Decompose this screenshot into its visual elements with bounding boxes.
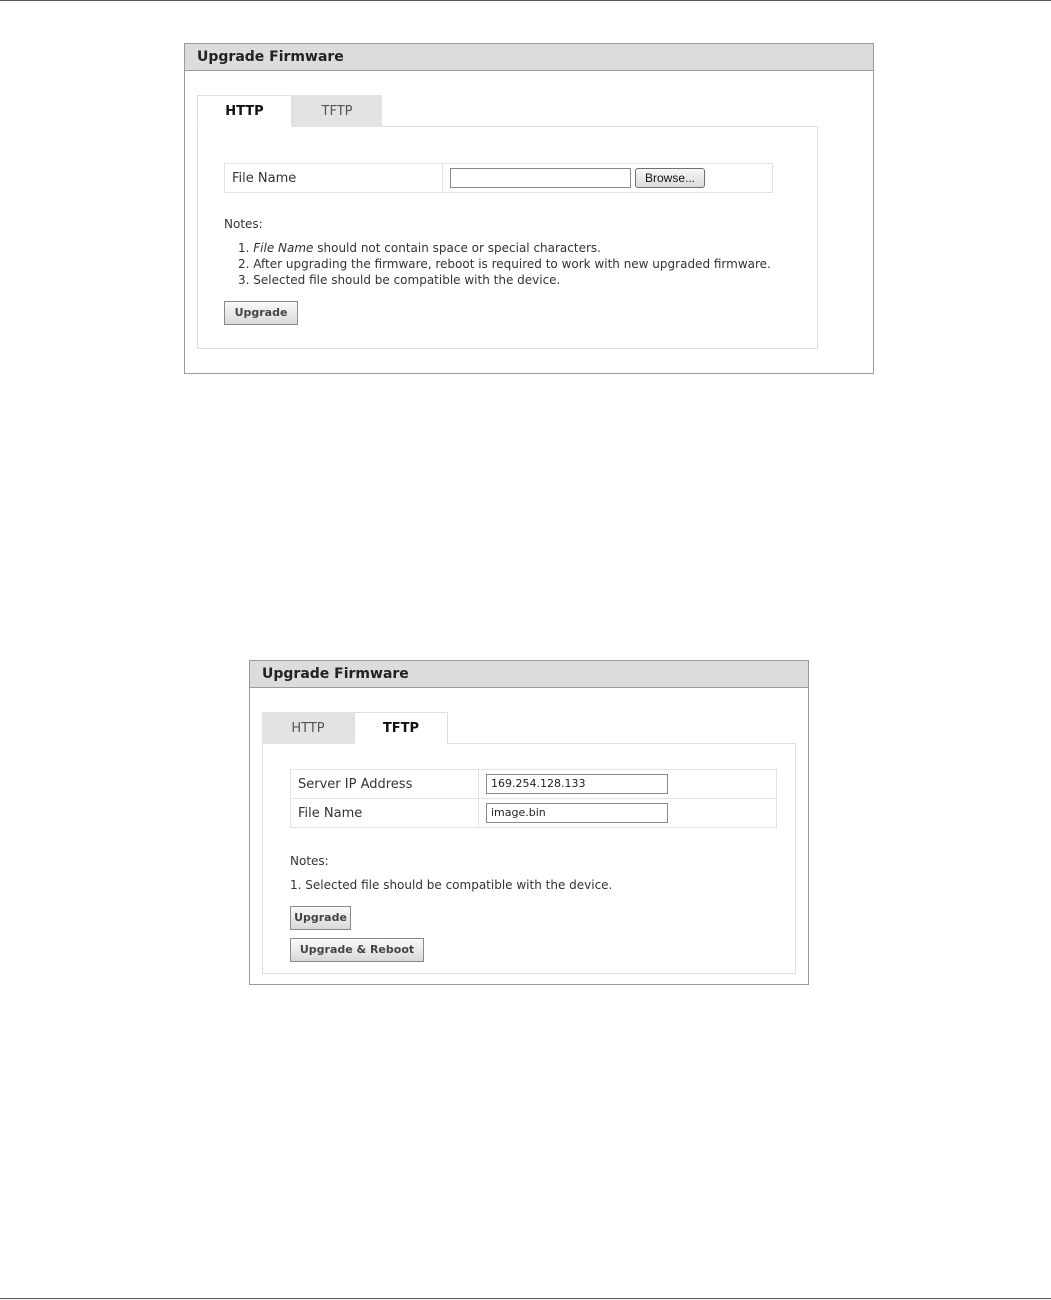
file-name-cell (479, 799, 777, 828)
upgrade-reboot-button[interactable]: Upgrade & Reboot (290, 938, 424, 962)
tab-tftp[interactable]: TFTP (354, 712, 448, 744)
file-name-label: File Name (291, 799, 479, 828)
upgrade-firmware-tftp-panel (249, 660, 809, 985)
table-row (291, 799, 777, 828)
panel-title: Upgrade Firmware (250, 661, 808, 688)
note-3: 3. Selected file should be compatible with the device. (238, 273, 561, 287)
file-name-cell (443, 164, 773, 193)
upgrade-button[interactable]: Upgrade (224, 301, 298, 325)
top-rule (0, 0, 1051, 1)
table-row (291, 770, 777, 799)
server-ip-input[interactable]: 169.254.128.133 (486, 774, 668, 794)
tab-http[interactable]: HTTP (197, 95, 292, 127)
notes-label: Notes: (290, 854, 329, 868)
note-2: 2. After upgrading the firmware, reboot is required to work with new upgraded firmware. (238, 257, 771, 271)
tab-tftp[interactable]: TFTP (292, 95, 382, 127)
notes-list (238, 240, 771, 288)
note-1: 1. File Name should not contain space or special characters. (238, 241, 601, 255)
notes-label: Notes: (224, 217, 263, 231)
http-form-table (224, 163, 773, 193)
server-ip-cell (479, 770, 777, 799)
table-row (225, 164, 773, 193)
tftp-form-table (290, 769, 777, 828)
note-1: 1. Selected file should be compatible with the device. (290, 878, 613, 892)
upgrade-button[interactable]: Upgrade (290, 906, 351, 930)
upgrade-firmware-http-panel (184, 43, 874, 374)
file-name-label: File Name (225, 164, 443, 193)
server-ip-label: Server IP Address (291, 770, 479, 799)
bottom-rule (0, 1298, 1051, 1299)
tab-http[interactable]: HTTP (262, 712, 354, 744)
file-name-input[interactable] (450, 168, 631, 188)
browse-button[interactable]: Browse... (635, 168, 705, 188)
note-1-emphasis: File Name (253, 241, 314, 255)
file-name-input[interactable]: image.bin (486, 803, 668, 823)
panel-title: Upgrade Firmware (185, 44, 873, 71)
